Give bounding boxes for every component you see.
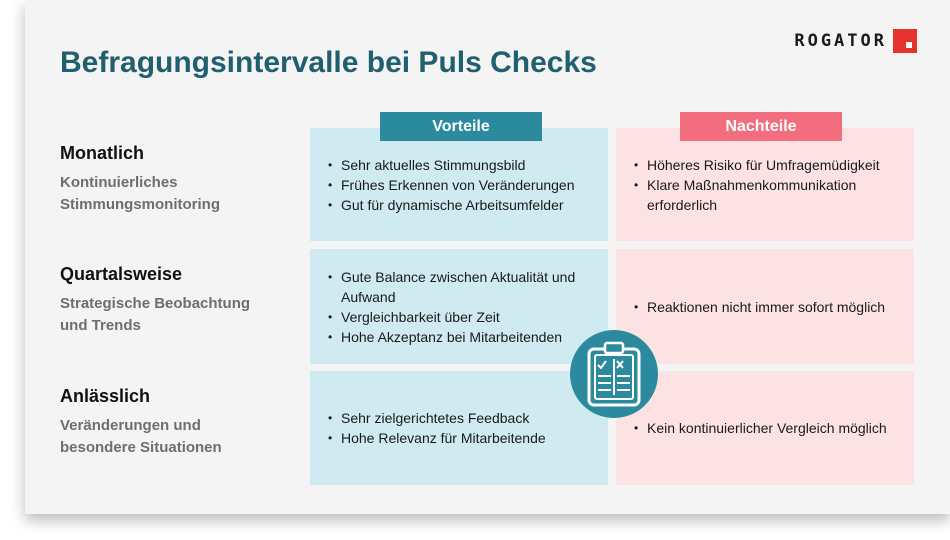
row-title: Monatlich	[60, 143, 144, 163]
list-item: • Vergleichbarkeit über Zeit	[326, 307, 598, 327]
cons-list	[632, 297, 885, 317]
pros-header: Vorteile	[380, 112, 542, 141]
logo-mark-icon	[893, 29, 917, 53]
row-title: Quartalsweise	[60, 264, 183, 284]
row-label-monthly	[60, 143, 220, 216]
pros-cell-monthly	[310, 128, 608, 241]
cons-cell-monthly	[616, 128, 914, 241]
clipboard-checklist-icon	[570, 330, 658, 418]
logo-text: ROGATOR	[794, 31, 887, 51]
row-title: Anlässlich	[60, 386, 151, 406]
rogator-logo	[794, 29, 917, 53]
list-item: • Sehr aktuelles Stimmungsbild	[326, 155, 575, 175]
list-item: • Hohe Akzeptanz bei Mitarbeitenden	[326, 327, 598, 347]
list-item: • Hohe Relevanz für Mitarbeitende	[326, 428, 546, 448]
cons-list	[632, 418, 887, 438]
row-subtitle: Kontinuierliches Stimmungsmonitoring	[60, 174, 220, 213]
cons-header: Nachteile	[680, 112, 842, 141]
page-title: Befragungsintervalle bei Puls Checks	[60, 46, 597, 79]
pros-list	[326, 267, 598, 347]
list-item: • Gute Balance zwischen Aktualität und Aufwand	[326, 267, 598, 307]
list-item: • Gut für dynamische Arbeitsumfelder	[326, 195, 575, 215]
cons-cell-quarterly	[616, 249, 914, 364]
row-subtitle: Strategische Beobachtung und Trends	[60, 295, 251, 334]
clipboard-svg	[585, 341, 643, 407]
list-item: • Frühes Erkennen von Veränderungen	[326, 175, 575, 195]
list-item: • Kein kontinuierlicher Vergleich möglich	[632, 418, 887, 438]
list-item: • Höheres Risiko für Umfragemüdigkeit	[632, 155, 904, 175]
cons-list	[632, 155, 904, 215]
list-item: • Reaktionen nicht immer sofort möglich	[632, 297, 885, 317]
cons-cell-occasional	[616, 371, 914, 485]
row-label-occasional	[60, 386, 222, 459]
pros-cell-quarterly	[310, 249, 608, 364]
pros-list	[326, 155, 575, 215]
pros-cell-occasional	[310, 371, 608, 485]
pros-list	[326, 408, 546, 448]
slide	[25, 0, 950, 514]
row-label-quarterly	[60, 264, 250, 337]
list-item: • Klare Maßnahmenkommunikation erforderlich	[632, 175, 904, 215]
list-item: • Sehr zielgerichtetes Feedback	[326, 408, 546, 428]
row-subtitle: Veränderungen und besondere Situationen	[60, 417, 222, 456]
